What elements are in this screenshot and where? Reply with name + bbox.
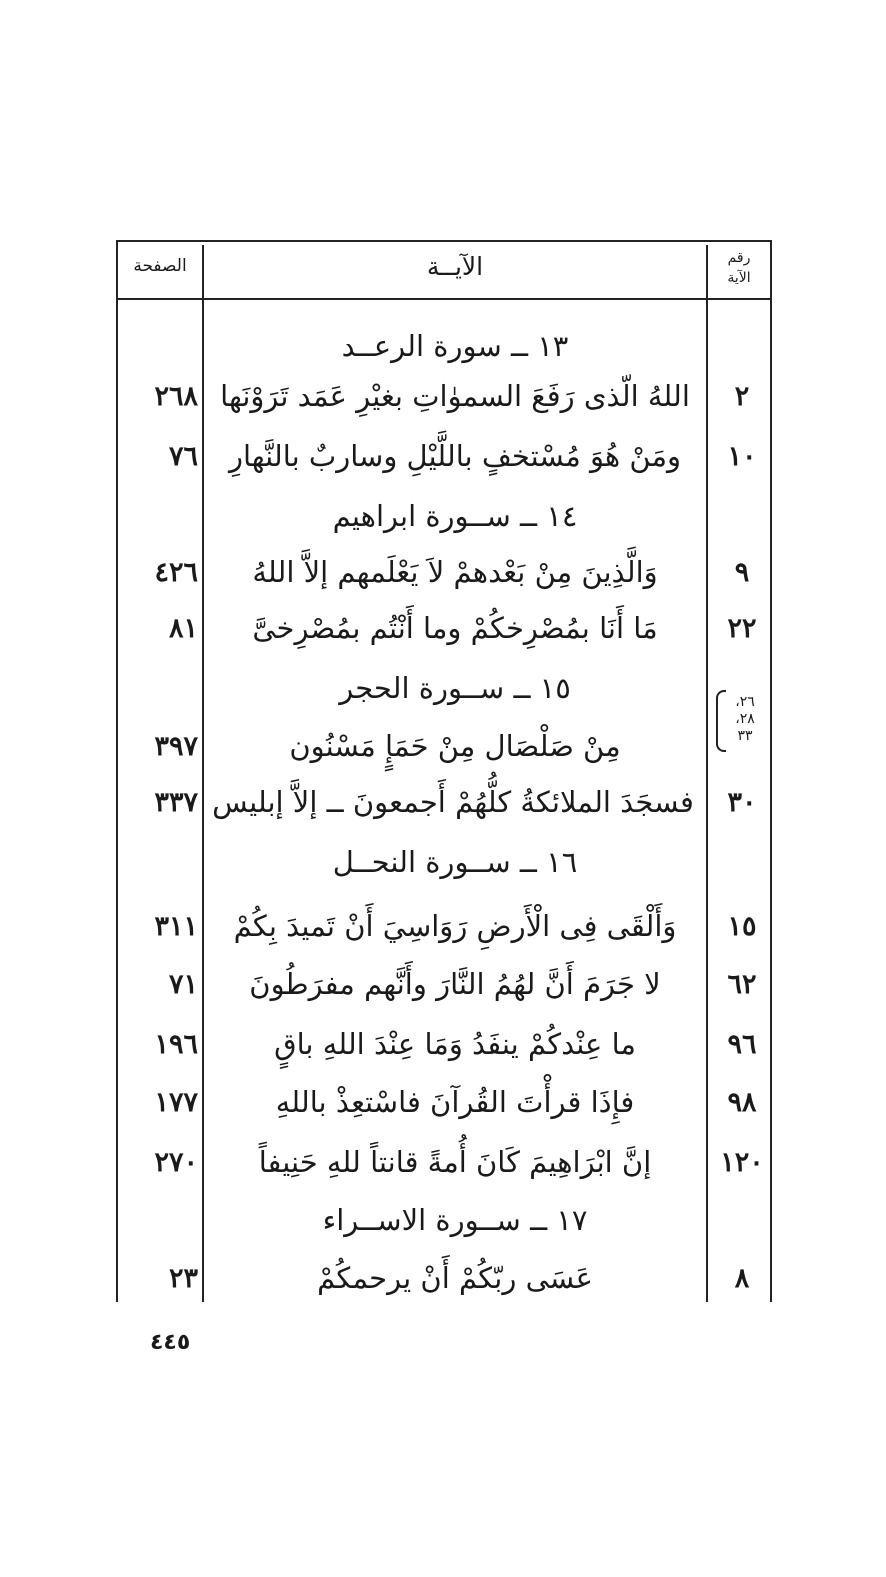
- surah-title-row: [0, 488, 886, 544]
- table-row: [0, 898, 886, 954]
- multi-verse-numbers: [720, 694, 770, 745]
- surah-title: ١٦ ــ ســورة النحــل: [332, 845, 578, 879]
- table-row: [0, 428, 886, 484]
- page-reference: ٣٣٧: [154, 786, 198, 818]
- page-reference: ١٧٧: [154, 1086, 198, 1118]
- page-reference: ٤٢٦: [154, 556, 198, 588]
- verse-number: ٨: [734, 1262, 750, 1294]
- page-reference: ٣٩٧: [154, 730, 198, 762]
- table-row: [0, 1016, 886, 1072]
- verse-text: فسجَدَ الملائكةُ كلُّهُمْ أَجمعونَ ــ إلاَّ إبليس: [212, 785, 694, 819]
- verse-text: لا جَرَمَ أَنَّ لهُمُ النَّارَ وأَنَّهم مفرَطُونَ: [249, 967, 661, 1001]
- surah-title-row: [0, 1192, 886, 1248]
- surah-title: ١٥ ــ ســورة الحجر: [339, 671, 571, 705]
- surah-title: ١٣ ــ سورة الرعــد: [341, 329, 569, 363]
- table-row: [0, 544, 886, 600]
- table-row: [0, 1074, 886, 1130]
- table-row: [0, 774, 886, 830]
- verse-text: وَأَلْقَى فِى الْأَرضِ رَوَاسِيَ أَنْ تَميدَ بِكُمْ: [233, 909, 677, 943]
- page-reference: ١٩٦: [154, 1028, 198, 1060]
- surah-title-row: [0, 318, 886, 374]
- surah-title: ١٧ ــ ســورة الاســراء: [322, 1203, 588, 1237]
- page-reference: ٧٦: [168, 440, 198, 472]
- verse-number: ٩٨: [727, 1086, 757, 1118]
- verse-number: ٢٢: [727, 612, 757, 644]
- verse-number: ٣٠: [727, 786, 757, 818]
- page-reference: ٢٦٨: [154, 380, 198, 412]
- verse-number: ١٥: [727, 910, 757, 942]
- table-row: [0, 1250, 886, 1306]
- table-top-border: [116, 240, 770, 242]
- verse-text: وَالَّذِينَ مِنْ بَعْدهمْ لاَ يَعْلَمهم إلاَّ اللهُ: [252, 555, 658, 589]
- header-number-label-line2: الآية: [727, 270, 751, 286]
- surah-title-row: [0, 834, 886, 890]
- surah-title: ١٤ ــ ســورة ابراهيم: [332, 499, 578, 533]
- page-number: ٤٤٥: [150, 1330, 191, 1355]
- verse-text: إنَّ ابْرَاهِيمَ كَانَ أُمةً قانتاً للهِ حَنِيفاً: [258, 1145, 652, 1179]
- table-row: [0, 600, 886, 656]
- header-number-label-line1: رقم: [727, 250, 751, 266]
- verse-number: ٢: [734, 380, 750, 412]
- verse-number: ٢٦،: [735, 694, 755, 710]
- page-reference: ٣١١: [154, 910, 198, 942]
- verse-number: ٣٣: [737, 728, 753, 744]
- verse-number: ١٢٠: [720, 1146, 764, 1178]
- page-reference: ٨١: [168, 612, 198, 644]
- verse-text: مِنْ صَلْصَال مِنْ حَمَإٍ مَسْنُون: [289, 729, 621, 763]
- verse-text: اللهُ الّذى رَفَعَ السموٰاتِ بغيْرِ عَمَد تَرَوْنَها: [220, 379, 690, 413]
- page-reference: ٢٣: [168, 1262, 198, 1294]
- verse-group-brace: [716, 690, 726, 752]
- verse-text: عَسَى ربّكُمْ أَنْ يرحمكُمْ: [317, 1261, 593, 1295]
- header-verse-label: الآيــة: [426, 252, 484, 281]
- verse-number: ١٠: [727, 440, 757, 472]
- table-row: [0, 1134, 886, 1190]
- verse-text: مَا أَنَا بمُصْرِخكُمْ وما أَنْتُم بمُصْرِخىَّ: [252, 611, 658, 645]
- verse-number: ٩: [734, 556, 750, 588]
- table-row: [0, 956, 886, 1012]
- verse-text: فإِذَا قرأْتَ القُرآنَ فاسْتعِذْ باللهِ: [275, 1085, 635, 1119]
- verse-text: ومَنْ هُوَ مُسْتخفٍ باللَّيْلِ وساربٌ بالنَّهارِ: [228, 439, 682, 473]
- verse-number: ٦٢: [727, 968, 757, 1000]
- page-reference: ٧١: [168, 968, 198, 1000]
- verse-number: ٢٨،: [735, 711, 755, 727]
- verse-text: ما عِنْدكُمْ ينفَدُ وَمَا عِنْدَ اللهِ باقٍ: [274, 1027, 636, 1061]
- header-bottom-border: [116, 298, 770, 300]
- header-page-label: الصفحة: [133, 256, 187, 276]
- table-row: [0, 368, 886, 424]
- page-reference: ٢٧٠: [154, 1146, 198, 1178]
- verse-number: ٩٦: [727, 1028, 757, 1060]
